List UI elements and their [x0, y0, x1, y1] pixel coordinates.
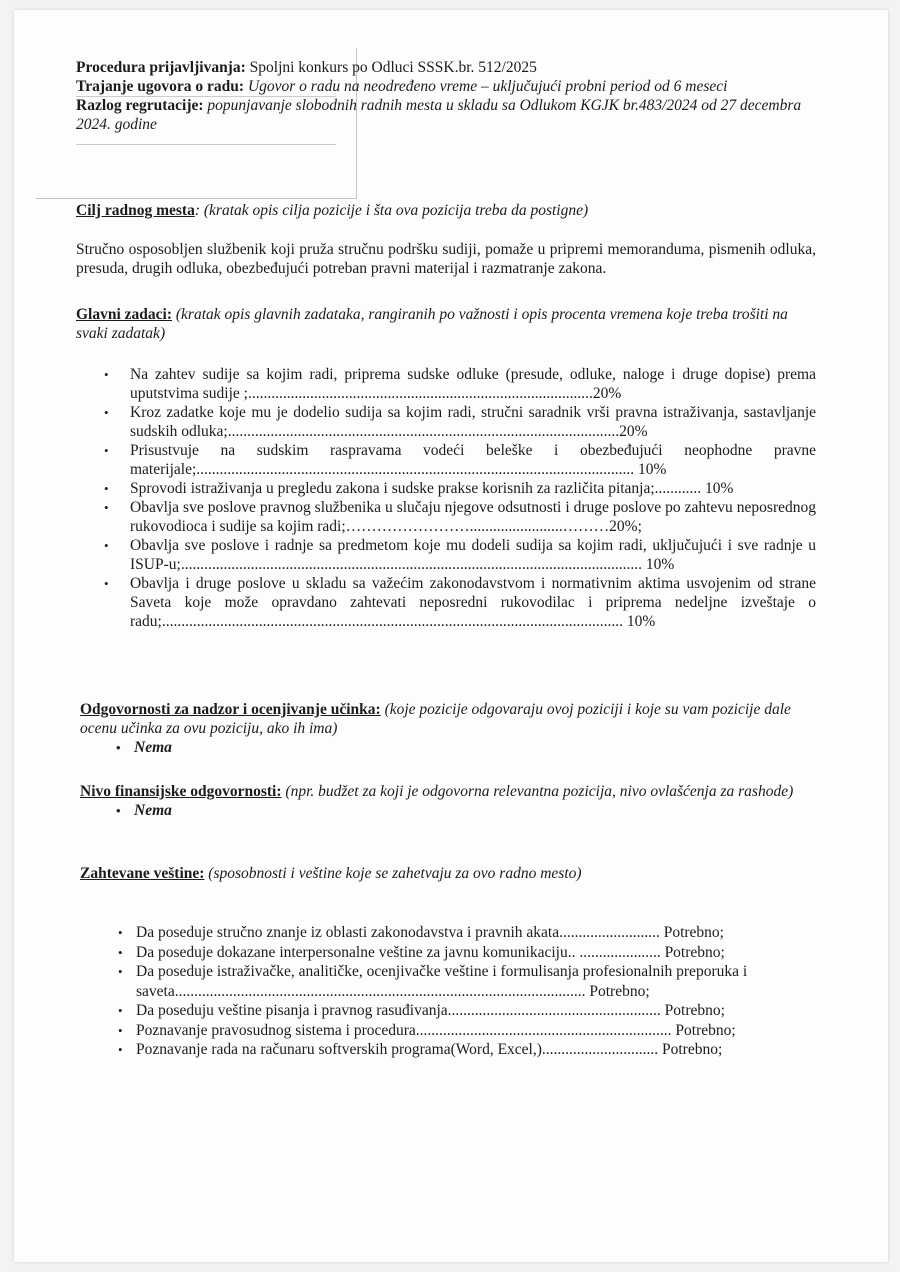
goal-heading — [76, 201, 816, 220]
task-item — [76, 536, 816, 574]
tasks-hint: (kratak opis glavnih zadataka, rangiranih po važnosti i opis procenta vremena koje treba trošiti na svaki zadatak) — [76, 306, 788, 342]
skill-text: Da poseduje istraživačke, analitičke, ocenjivačke veštine i formulisanja profesionalnih preporuka i saveta.......................................................................................................... Potrebno; — [136, 963, 748, 1000]
tasks-list — [76, 365, 816, 631]
skills-section — [80, 864, 820, 1060]
supervision-value-text: Nema — [134, 739, 172, 756]
task-item — [76, 441, 816, 479]
skill-item — [80, 962, 820, 1001]
header-block — [76, 58, 816, 134]
skill-item — [80, 1001, 820, 1021]
bullet-icon: • — [104, 405, 109, 420]
tasks-heading — [76, 305, 816, 343]
finance-hint: (npr. budžet za koji je odgovorna relevantna pozicija, nivo ovlašćenja za rashode) — [281, 783, 794, 800]
skill-item — [80, 943, 820, 963]
task-item — [76, 479, 816, 498]
skill-item — [80, 923, 820, 943]
supervision-title: Odgovornosti za nadzor i ocenjivanje učinka: — [80, 701, 381, 718]
supervision-hint: (koje pozicije odgovaraju ovoj poziciji i koje su vam pozicije dale ocenu učinka za ovu poziciju, ako ih ima) — [80, 701, 791, 737]
task-text: Obavlja sve poslove pravnog službenika u slučaju njegove odsutnosti i druge poslove po zahtevu neposrednog rukovodioca i sudije sa kojim radi;……………………........................………20%; — [130, 499, 816, 535]
finance-heading — [80, 782, 820, 801]
skills-heading — [80, 864, 820, 883]
task-item — [76, 403, 816, 441]
bullet-icon: • — [118, 925, 123, 940]
task-text: Sprovodi istraživanja u pregledu zakona i sudske prakse korisnih za različita pitanja;............ 10% — [130, 480, 734, 497]
reason-line — [76, 96, 816, 134]
bullet-icon: • — [118, 964, 123, 979]
task-text: Prisustvuje na sudskim raspravama vodeći beleške i obezbeđujući neophodne pravne materijale;................................................................................................................. 10% — [130, 442, 816, 478]
skills-title: Zahtevane veštine: — [80, 865, 205, 882]
reason-label: Razlog regrutacije: — [76, 97, 204, 114]
skill-text: Da poseduje stručno znanje iz oblasti zakonodavstva i pravnih akata.......................... Potrebno; — [136, 924, 724, 941]
procedure-value: Spoljni konkurs po Odluci SSSK.br. 512/2025 — [245, 59, 537, 76]
bullet-icon: • — [116, 803, 121, 818]
finance-value — [80, 801, 820, 820]
duration-line — [76, 77, 816, 96]
skills-hint: (sposobnosti i veštine koje se zahetvaju za ovo radno mesto) — [204, 865, 582, 882]
bullet-icon: • — [104, 481, 109, 496]
reason-value: popunjavanje slobodnih radnih mesta u skladu sa Odlukom KGJK br.483/2024 od 27 decembra 2024. godine — [76, 97, 802, 133]
task-text: Na zahtev sudije sa kojim radi, priprema sudske odluke (presude, odluke, naloge i druge dopise) prema uputstvima sudije ;.........................................................................................20% — [130, 366, 816, 402]
task-text: Obavlja sve poslove i radnje sa predmetom koje mu dodeli sudija sa kojim radi, uključujući i sve radnje u ISUP-u;....................................................................................................................... 10% — [130, 537, 816, 573]
tasks-section — [76, 305, 816, 631]
bullet-icon: • — [104, 576, 109, 591]
goal-section — [76, 201, 816, 278]
document-page — [14, 10, 888, 1262]
bullet-icon: • — [118, 1003, 123, 1018]
task-text: Kroz zadatke koje mu je dodelio sudija sa kojim radi, stručni saradnik vrši pravna istraživanja, sastavljanje sudskih odluka;.....................................................................................................20% — [130, 404, 816, 440]
task-text: Obavlja i druge poslove u skladu sa važećim zakonodavstvom i normativnim aktima usvojenim od strane Saveta koje može opravdano zahtevati neposredni rukovodilac i priprema nedeljne izveštaje o radu;....................................................................................................................... 10% — [130, 575, 816, 630]
skill-item — [80, 1021, 820, 1041]
duration-label: Trajanje ugovora o radu: — [76, 78, 245, 95]
task-item — [76, 498, 816, 536]
finance-section — [80, 782, 820, 820]
bullet-icon: • — [118, 1022, 123, 1038]
procedure-label: Procedura prijavljivanja: — [76, 59, 246, 76]
skills-list — [80, 923, 820, 1060]
bullet-icon: • — [104, 443, 109, 458]
bullet-icon: • — [104, 538, 109, 553]
skill-text: Poznavanje pravosudnog sistema i procedura.................................................................. Potrebno; — [136, 1021, 736, 1039]
finance-title: Nivo finansijske odgovornosti: — [80, 783, 282, 800]
skill-text: Poznavanje rada na računaru softverskih programa(Word, Excel,).............................. Potrebno; — [136, 1041, 723, 1058]
goal-text: Stručno osposobljen službenik koji pruža stručnu podršku sudiji, pomaže u pripremi memoranduma, pismenih odluka, presuda, drugih odluka, obezbeđujući potreban pravni materijal i razmatranje zakona. — [76, 241, 816, 277]
skill-text: Da poseduju veštine pisanja i pravnog rasuđivanja....................................................... Potrebno; — [136, 1002, 725, 1019]
bullet-icon: • — [104, 367, 109, 382]
bullet-icon: • — [116, 740, 121, 755]
task-item — [76, 365, 816, 403]
supervision-value — [80, 738, 820, 757]
bullet-icon: • — [104, 500, 109, 515]
bullet-icon: • — [118, 944, 123, 960]
task-item — [76, 574, 816, 631]
goal-hint: : (kratak opis cilja pozicije i šta ova pozicija treba da postigne) — [194, 202, 589, 219]
duration-value: Ugovor o radu na neodređeno vreme – uključujući probni period od 6 meseci — [244, 78, 728, 95]
finance-value-text: Nema — [134, 802, 172, 819]
supervision-section — [80, 700, 820, 757]
bullet-icon: • — [118, 1042, 123, 1057]
procedure-line — [76, 58, 816, 77]
supervision-heading — [80, 700, 820, 738]
skill-item — [80, 1040, 820, 1060]
tasks-title: Glavni zadaci: — [76, 306, 173, 323]
goal-title: Cilj radnog mesta — [76, 202, 195, 219]
skill-text: Da poseduje dokazane interpersonalne veštine za javnu komunikaciju.. ..................... Potrebno; — [136, 943, 725, 961]
